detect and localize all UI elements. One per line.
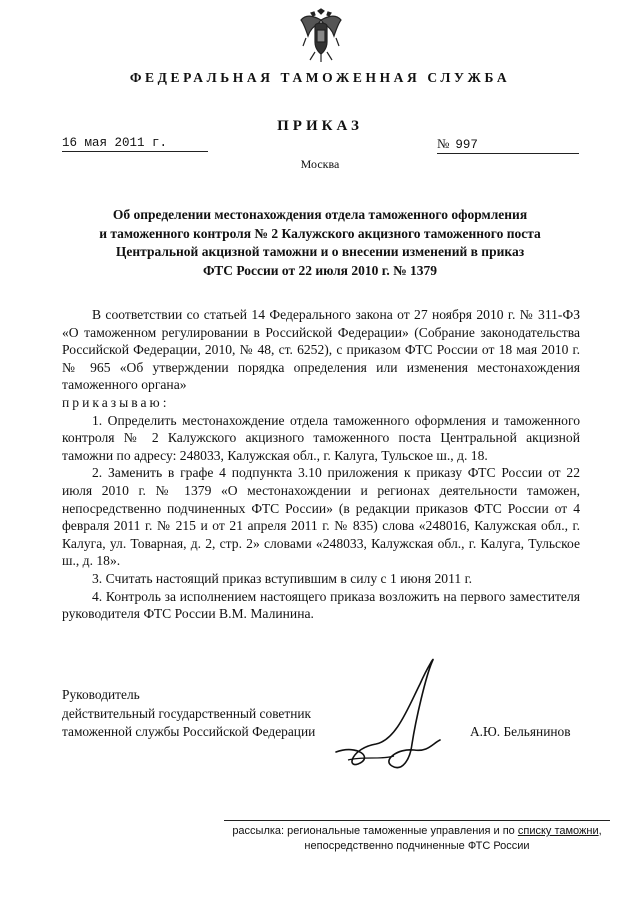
title-line: ФТС России от 22 июля 2010 г. № 1379: [202, 262, 438, 278]
document-date: 16 мая 2011 г.: [62, 136, 208, 152]
item-1: 1. Определить местонахождение отдела таможенного оформления и таможенного контроля № 2 Калужского акцизного таможенного поста Центральной акцизной таможни по адресу: 248033, Калужская обл., г. Калуга, Тульское ш., д. 18.: [62, 412, 580, 463]
document-number: [437, 136, 579, 154]
distribution-line-2: непосредственно подчиненные ФТС России: [304, 840, 530, 852]
document-title: [62, 206, 578, 280]
signatory-line: таможенной службы Российской Федерации: [62, 724, 316, 739]
intro-paragraph: В соответствии со статьей 14 Федерального закона от 27 ноября 2010 г. № 311-ФЗ «О таможенном регулировании в Российской Федерации» (Собрание законодательства Российской Федерации, 2010, № 48, ст. 6252), с приказом ФТС России от 18 мая 2010 г. № 965 «Об утверждении порядка определения или изменения местонахождения таможенного органа»: [62, 307, 580, 393]
coat-of-arms-icon: [298, 8, 344, 64]
signatory-name: А.Ю. Бельянинов: [470, 724, 571, 739]
distribution-link[interactable]: списку таможни: [517, 825, 599, 837]
distribution-suffix: ,: [598, 825, 602, 837]
title-line: Центральной акцизной таможни и о внесении изменений в приказ: [115, 244, 525, 259]
signatory-line: Руководитель: [62, 687, 140, 702]
item-2: 2. Заменить в графе 4 подпункта 3.10 приложения к приказу ФТС России от 22 июля 2010 г. № 1379 «О местонахождении и регионах деятельности таможен, непосредственно подчиненных ФТС России» (в редакции приказов ФТС России от 4 февраля 2011 г. № 215 и от 21 апреля 2011 г. № 835) слова «248016, Калужская обл., г. Калуга, ул. Товарная, д. 2, стр. 2» словами «248033, Калужская обл., г. Калуга, Тульское ш., д. 18».: [62, 465, 580, 569]
distribution-prefix: рассылка: региональные таможенные управления и по: [232, 825, 515, 837]
document-city: Москва: [300, 157, 340, 171]
title-line: и таможенного контроля № 2 Калужского акцизного таможенного поста: [99, 225, 541, 241]
document-body: [62, 306, 580, 623]
order-word: приказываю:: [62, 394, 170, 410]
title-line: Об определении местонахождения отдела таможенного оформления: [112, 207, 528, 222]
item-4: 4. Контроль за исполнением настоящего приказа возложить на первого заместителя руководителя ФТС России В.М. Малинина.: [62, 588, 580, 622]
item-3: 3. Считать настоящий приказ вступившим в силу с 1 июня 2011 г.: [92, 570, 473, 586]
signatory-position: [62, 686, 315, 742]
number-label: №: [437, 136, 450, 151]
signatory-line: действительный государственный советник: [62, 705, 312, 721]
handwritten-signature: [328, 648, 458, 788]
number-value: 997: [455, 138, 478, 152]
agency-name: ФЕДЕРАЛЬНАЯ ТАМОЖЕННАЯ СЛУЖБА: [129, 70, 511, 85]
distribution-divider: [224, 820, 610, 821]
distribution-list: [224, 824, 610, 854]
document-type: ПРИКАЗ: [277, 118, 363, 134]
